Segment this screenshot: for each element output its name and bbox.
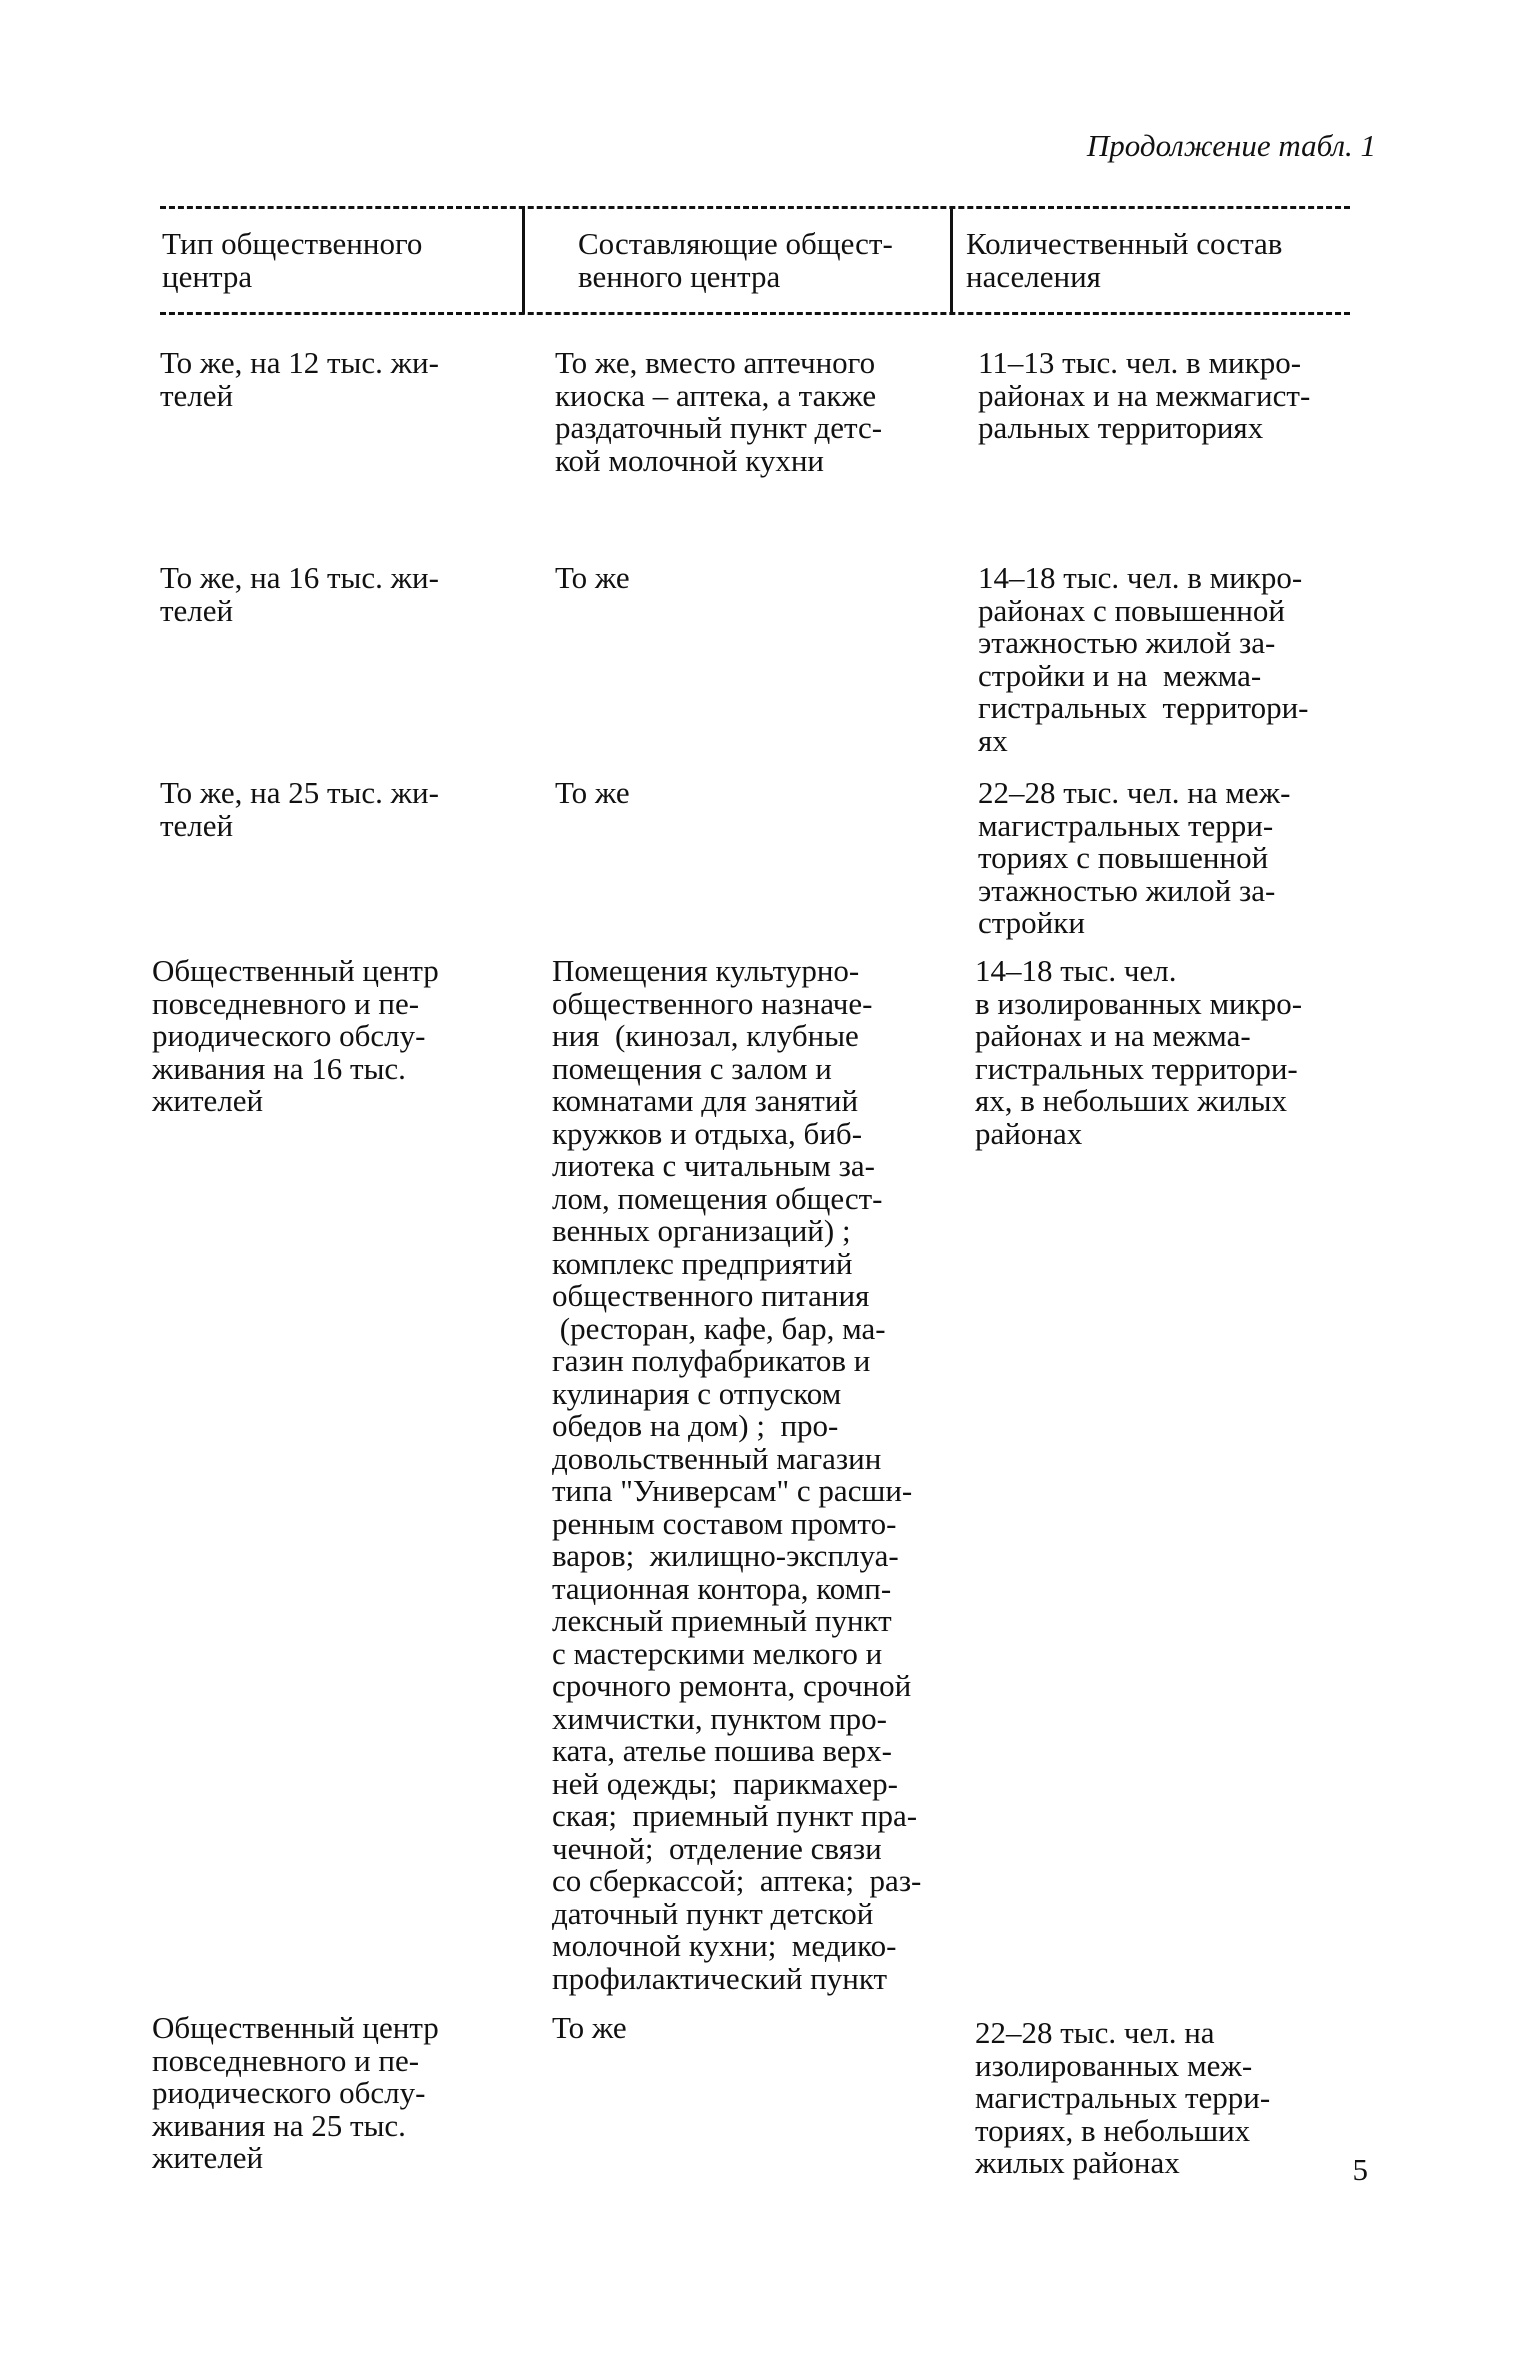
table-continuation-caption: Продолжение табл. 1 (1086, 128, 1376, 163)
row-5-population: 22–28 тыс. чел. на изолированных меж- магистральных терри- ториях, в небольших жилых районах (975, 2015, 1271, 2180)
page-number: 5 (1352, 2152, 1368, 2187)
header-column-divider-2 (950, 206, 953, 314)
row-2-population: 14–18 тыс. чел. в микро- районах с повышенной этажностью жилой за- стройки и на межма- гистральных территори- ях (978, 560, 1309, 758)
row-2-components: То же (555, 560, 630, 595)
row-1-population: 11–13 тыс. чел. в микро- районах и на межмагист- ральных территориях (978, 345, 1311, 445)
row-3-type: То же, на 25 тыс. жи- телей (160, 775, 439, 843)
row-3-population: 22–28 тыс. чел. на меж- магистральных терри- ториях с повышенной этажностью жилой за- стройки (978, 775, 1291, 940)
header-top-rule (160, 206, 1350, 209)
row-2-type: То же, на 16 тыс. жи- телей (160, 560, 439, 628)
row-4-population: 14–18 тыс. чел. в изолированных микро- районах и на межма- гистральных территори- ях, в небольших жилых районах (975, 953, 1303, 1151)
column-header-type: Тип общественного центра (162, 226, 423, 294)
row-1-type: То же, на 12 тыс. жи- телей (160, 345, 439, 413)
row-5-type: Общественный центр повседневного и пе- риодического обслу- живания на 25 тыс. жителей (152, 2010, 439, 2175)
row-4-components: Помещения культурно- общественного назначе- ния (кинозал, клубные помещения с залом и комнатами для занятий кружков и отдыха, биб- лиотека с читальным за- лом, помещения общест- венных организаций) ; комплекс предприятий общественного питания (ресторан, кафе, бар, ма- газин полуфабрикатов и кулинария с отпуском обедов на дом) ; про- довольственный магазин типа "Универсам" с расши- ренным составом промто- варов; жилищно-эксплуа- тационная контора, комп- лексный приемный пункт с мастерскими мелкого и срочного ремонта, срочной химчистки, пунктом про- ката, ателье пошива верх- ней одежды; парикмахер- ская; приемный пункт пра- чечной; отделение связи со сберкассой; аптека; раз- даточный пункт детской молочной кухни; медико- профилактический пункт (552, 953, 922, 1996)
header-bottom-rule (160, 312, 1350, 315)
column-header-population: Количественный состав населения (966, 226, 1283, 294)
header-column-divider-1 (522, 206, 525, 314)
row-4-type: Общественный центр повседневного и пе- риодического обслу- живания на 16 тыс. жителей (152, 953, 439, 1118)
row-1-components: То же, вместо аптечного киоска – аптека, а также раздаточный пункт детс- кой молочной кухни (555, 345, 883, 478)
column-header-components: Составляющие общест- венного центра (578, 226, 893, 294)
row-5-components: То же (552, 2010, 627, 2045)
row-3-components: То же (555, 775, 630, 810)
